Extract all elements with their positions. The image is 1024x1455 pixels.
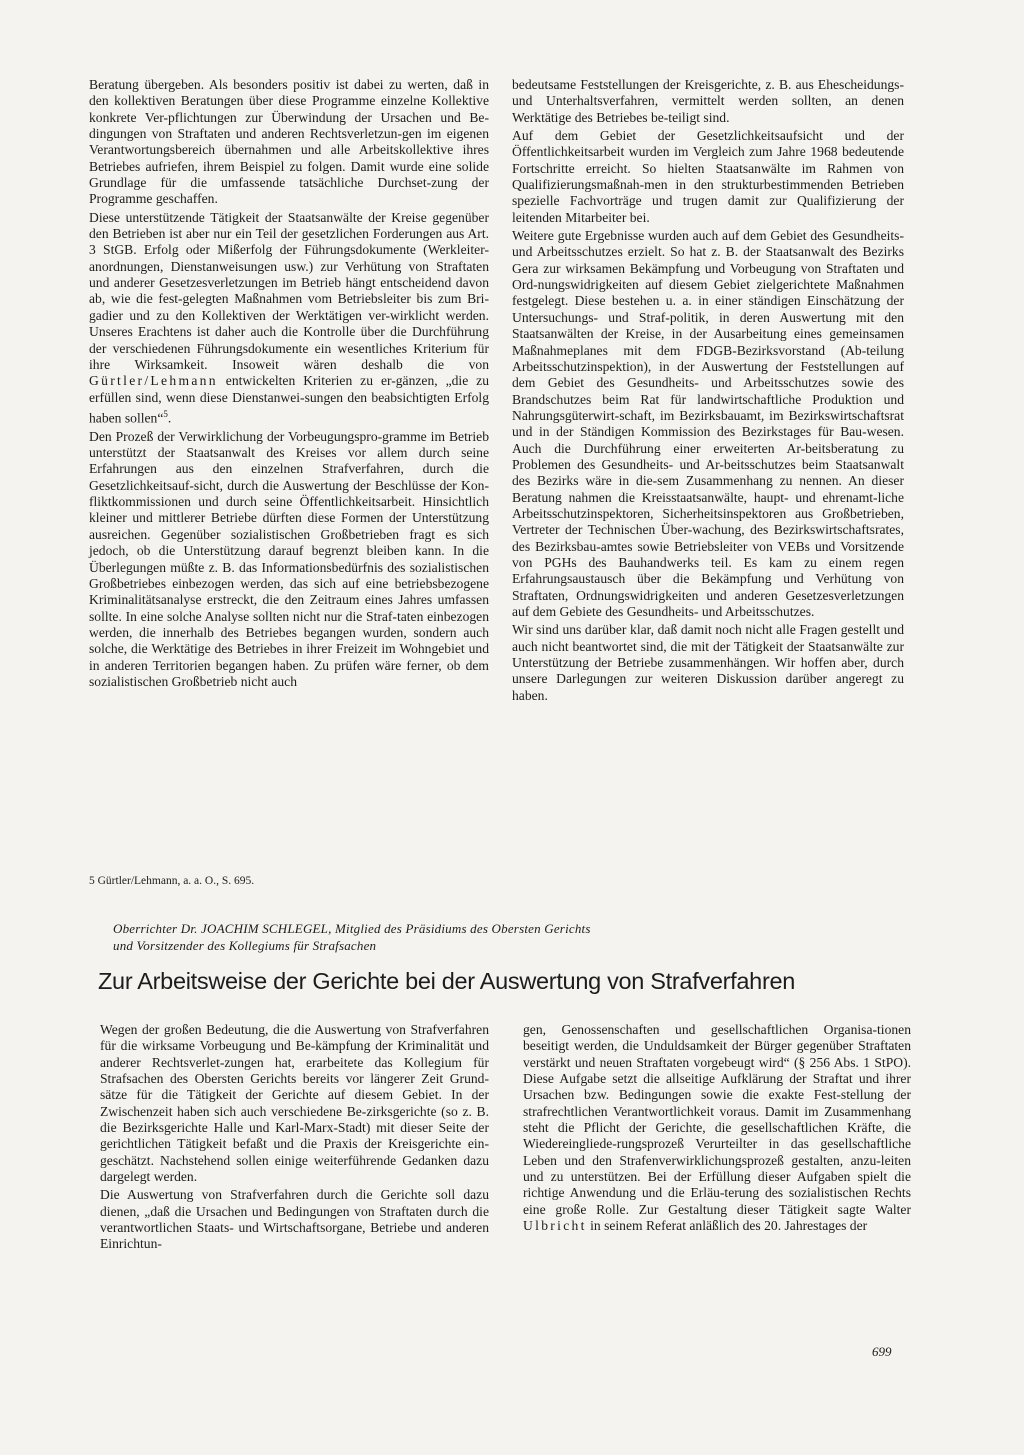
- paragraph: Wir sind uns darüber klar, daß damit noch nicht alle Fragen gestellt und auch nicht beantwortet sind, die mit der Tätigkeit der Staatsanwälte zur Unterstützung der Betriebe zusammenhängen. Wir hoffen aber, durch unsere Darlegungen zur weiteren Diskussion darüber angeregt zu haben.: [512, 622, 904, 703]
- top-right-column: [512, 77, 904, 706]
- byline-line: und Vorsitzender des Kollegiums für Strafsachen: [113, 937, 377, 953]
- article-left-column: [100, 1022, 489, 1255]
- article-right-column: [523, 1022, 911, 1236]
- article-byline: [113, 921, 813, 954]
- paragraph: Den Prozeß der Verwirklichung der Vorbeugungspro-gramme im Betrieb unterstützt der Staatsanwalt des Kreises vor allem durch seine Erfahrungen aus den einzelnen Strafverfahren, durch die Gesetzlichkeitsauf-sicht, durch die Auswertung der Beschlüsse der Kon-fliktkommissionen und durch seine Öffentlichkeitsarbeit. Hinsichtlich kleiner und mittlerer Betriebe dürften diese Formen der Unterstützung ausreichen. Gegenüber sozialistischen Großbetrieben fragt es sich jedoch, ob die Unterstützung darauf begrenzt bleiben kann. In die Überlegungen müßte z. B. das Informationsbedürfnis des sozialistischen Großbetriebes einbezogen werden, das sich auf eine betriebsbezogene Kriminalitätsanalyse erstreckt, die den Zeitraum eines Jahres umfassen sollte. In eine solche Analyse sollten nicht nur die Straf-taten einbezogen werden, die innerhalb des Betriebes begangen wurden, sondern auch solche, die Werktätige des Betriebes in ihrer Freizeit im Wohngebiet und in anderen Territorien begangen haben. Zu prüfen wäre ferner, ob dem sozialistischen Großbetrieb nicht auch: [89, 428, 489, 689]
- page-number: 699: [872, 1344, 892, 1359]
- paragraph: Auf dem Gebiet der Gesetzlichkeitsaufsicht und der Öffentlichkeitsarbeit wurden im Vergleich zum Jahre 1968 bedeutende Fortschritte erreicht. So hielten Staatsanwälte im Rahmen von Qualifizierungsmaßnah-men in den strukturbestimmenden Betrieben spezielle Fachvorträge und trugen damit zur Qualifizierung der leitenden Mitarbeiter bei.: [512, 128, 904, 225]
- footnote: 5 Gürtler/Lehmann, a. a. O., S. 695.: [89, 875, 255, 887]
- paragraph: Die Auswertung von Strafverfahren durch die Gerichte soll dazu dienen, „daß die Ursachen und Bedingungen von Straftaten durch die verantwortlichen Staats- und Wirtschaftsorgane, Betriebe und anderen Einrichtun-: [100, 1187, 489, 1252]
- paragraph: Weitere gute Ergebnisse wurden auch auf dem Gebiet des Gesundheits- und Arbeitsschutzes erzielt. So hat z. B. der Staatsanwalt des Bezirks Gera zur wirksamen Bekämpfung und Vorbeugung von Straftaten und Ord-nungswidrigkeiten auf diesem Gebiet zielgerichtete Maßnahmen festgelegt. Diese bestehen u. a. in einer ständigen Einschätzung der Untersuchungs- und Straf-politik, in deren Auswertung mit den Staatsanwälten der Kreise, in der Ausarbeitung eines gemeinsamen Maßnahmeplanes mit dem FDGB-Bezirksvorstand (Ab-teilung Arbeitsschutzinspektion), in der Auswertung der Feststellungen auf dem Gebiet des Gesundheits- und Arbeitsschutzes sowie des Brandschutzes beim Rat für landwirtschaftliche Produktion und Nahrungsgüterwirt-schaft, im Bezirksbauamt, im Bezirkswirtschaftsrat und in der Ständigen Kommission des Bezirkstages für Bau-wesen. Auch die Durchführung einer erweiterten Ar-beitsberatung zu Problemen des Gesundheits- und Ar-beitsschutzes beim Staatsanwalt des Bezirks wäre in die-sem Zusammenhang zu nennen. An dieser Beratung nahmen die Kreisstaatsanwälte, haupt- und ehrenamt-liche Arbeitsschutzinspektoren, Sicherheitsinspektoren aus Großbetrieben, Vertreter der Technischen Über-wachung, des Bezirkswirtschaftsrates, des Bezirksbau-amtes sowie Betriebsleiter von VEBs und Vorsitzende von PGHs des Bauhandwerks teil. Es kam zu einem regen Erfahrungsaustausch über die Bekämpfung und Verhütung von Straftaten, Ordnungswidrigkeiten und anderen Gesetzesverletzungen auf dem Gebiete des Gesundheits- und Arbeitsschutzes.: [512, 228, 904, 619]
- article-headline: Zur Arbeitsweise der Gerichte bei der Auswertung von Strafverfahren: [98, 968, 796, 994]
- byline-line: Oberrichter Dr. JOACHIM SCHLEGEL, Mitglied des Präsidiums des Obersten Gerichts: [113, 921, 591, 936]
- spaced-name: Ulbricht: [523, 1218, 587, 1234]
- paragraph: Wegen der großen Bedeutung, die die Auswertung von Strafverfahren für die wirksame Vorbeugung und Be-kämpfung der Kriminalität und anderer Rechtsverlet-zungen hat, erarbeitete das Kollegium für Strafsachen des Obersten Gerichts bereits vor längerer Zeit Grund-sätze für die Tätigkeit der Gerichte auf diesem Gebiet. In der Zwischenzeit haben sich auch verschiedene Be-zirksgerichte (so z. B. die Bezirksgerichte Halle und Karl-Marx-Stadt) mit dieser Seite der gerichtlichen Tätigkeit befaßt und die Praxis der Kreisgerichte ein-geschätzt. Nachstehend sollen einige weiterführende Gedanken dazu dargelegt werden.: [100, 1022, 489, 1185]
- paragraph: bedeutsame Feststellungen der Kreisgerichte, z. B. aus Ehescheidungs- und Unterhaltsverfahren, vermittelt werden sollten, an denen Werktätige des Betriebes be-teiligt sind.: [512, 77, 904, 125]
- spaced-author-names: Gürtler/Lehmann: [89, 373, 218, 389]
- paragraph: gen, Genossenschaften und gesellschaftlichen Organisa-tionen beseitigt werden, die Unduldsamkeit der Bürger gegenüber Straftaten verstärkt und neuen Straftaten vorgebeugt wird“ (§ 256 Abs. 1 StPO). Diese Aufgabe setzt die allseitige Aufklärung der Straftat und ihrer Ursachen bzw. Bedingungen sowie die exakte Fest-stellung der strafrechtlichen Verantwortlichkeit voraus. Damit im Zusammenhang steht die Pflicht der Gerichte, die gesellschaftlichen Kräfte, die Wiedereingliede-rungsprozeß Verurteilter in das gesellschaftliche Leben und den Strafenverwirklichungsprozeß gestalten, anzu-leiten und zu unterstützen. Bei der Erfüllung dieser Aufgaben spielt die richtige Anwendung und die Erläu-terung des sozialistischen Rechts eine große Rolle. Zur Gestaltung dieser Tätigkeit sagte Walter Ulbricht in seinem Referat anläßlich des 20. Jahrestages der: [523, 1022, 911, 1234]
- paragraph: Diese unterstützende Tätigkeit der Staatsanwälte der Kreise gegenüber den Betrieben ist aber nur ein Teil der gesetzlichen Forderungen aus Art. 3 StGB. Erfolg oder Mißerfolg der Führungsdokumente (Werkleiter-anordnungen, Dienstanweisungen usw.) zur Verhütung von Straftaten und anderer Gesetzesverletzungen im Betrieb hängt entscheidend davon ab, wie die fest-gelegten Maßnahmen vom Betriebsleiter bis zum Bri-gadier und zu den Kollektiven der Werktätigen ver-wirklicht werden. Unseres Erachtens ist daher auch die Kontrolle über die Durchführung der verschiedenen Führungsdokumente ein wesentliches Kriterium für ihre Wirksamkeit. Insoweit wären deshalb die von Gürtler/Lehmann entwickelten Kriterien zu er-gänzen, „die zu erfüllen sind, wenn diese Dienstanwei-sungen den beabsichtigten Erfolg haben sollen“$^5$.: [89, 209, 489, 426]
- footnote-reference: 5: [163, 408, 168, 419]
- top-left-column: [89, 77, 489, 692]
- paragraph: Beratung übergeben. Als besonders positiv ist dabei zu werten, daß in den kollektiven Beratungen über diese Programme einzelne Kollektive konkrete Ver-pflichtungen zur Überwindung der Ursachen und Be-dingungen von Straftaten und anderen Rechtsverletzun-gen im eigenen Verantwortungsbereich übernahmen und alle Arbeitskollektive ihres Betriebes aufriefen, ihrem Beispiel zu folgen. Damit wurde eine solide Grundlage für die umfassende tatsächliche Durchset-zung der Programme geschaffen.: [89, 77, 489, 207]
